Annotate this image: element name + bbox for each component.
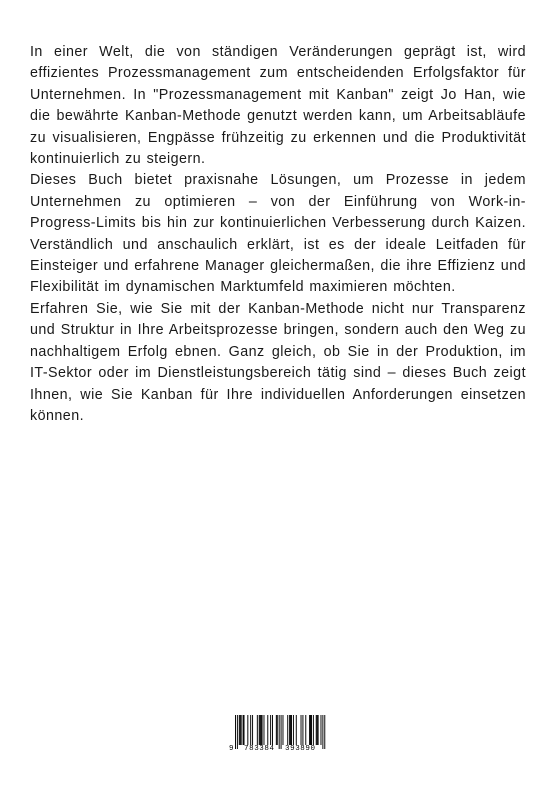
barcode-bar	[261, 715, 262, 745]
barcode-bar	[296, 715, 297, 745]
barcode-bar	[252, 715, 253, 745]
barcode-bar	[270, 715, 271, 745]
blurb-paragraph-2: Dieses Buch bietet praxisnahe Lösungen, um Prozesse in jedem Unternehmen zu optimieren – von der Einführung von Work-in-Progress-Limits bis hin zur kontinuierlichen Verbesserung durch Kaizen. Verständlich und anschaulich erklärt, ist es der ideale Leitfaden für Einsteiger und erfahrene Manager gleichermaßen, die ihre Effizienz und Flexibilität im dynamischen Marktumfeld maximieren möchten.	[30, 172, 526, 296]
barcode-bar	[240, 715, 241, 745]
barcode-left-group: 783384	[244, 745, 275, 753]
barcode-bar	[267, 715, 268, 745]
barcode-bar	[324, 715, 325, 749]
barcode-bar	[283, 715, 284, 745]
barcode-bar	[316, 715, 317, 745]
barcode-bar	[250, 715, 251, 745]
barcode-bar	[257, 715, 258, 745]
barcode-bar	[237, 715, 238, 749]
barcode-bar	[321, 715, 322, 745]
barcode-bar	[291, 715, 292, 745]
barcode-bar	[279, 715, 280, 749]
barcode-bar	[318, 715, 319, 745]
barcode-bar	[259, 715, 260, 745]
barcode-bar	[277, 715, 278, 745]
barcode-bar	[287, 715, 288, 745]
isbn-barcode	[229, 713, 331, 759]
barcode-first-digit: 9	[229, 745, 235, 753]
barcode-bar	[239, 715, 240, 745]
barcode-bar	[301, 715, 302, 745]
barcode-bar	[262, 715, 263, 745]
barcode-bar	[317, 715, 318, 745]
barcode-bar	[260, 715, 261, 745]
barcode-bar	[264, 715, 265, 745]
barcode-bar	[241, 715, 242, 745]
barcode-bar	[289, 715, 290, 745]
barcode-bar	[244, 715, 245, 745]
barcode-bar	[290, 715, 291, 745]
barcode-bar	[281, 715, 282, 749]
barcode-bar	[305, 715, 306, 745]
barcode-right-group: 393890	[285, 745, 316, 753]
barcode-bar	[310, 715, 311, 745]
blurb-paragraph-3: Erfahren Sie, wie Sie mit der Kanban-Methode nicht nur Transparenz und Struktur in Ihre Arbeitsprozesse bringen, sondern auch den Weg zu nachhaltigem Erfolg ebnen. Ganz gleich, ob Sie in der Produktion, im IT-Sektor oder im Dienstleistungsbereich tätig sind – dieses Buch zeigt Ihnen, wie Sie Kanban für Ihre individuellen Anforderungen einsetzen können.	[30, 300, 526, 424]
barcode-bar	[311, 715, 312, 745]
barcode-bar	[293, 715, 294, 745]
barcode-bar	[243, 715, 244, 745]
barcode-bar	[309, 715, 310, 745]
barcode-bar	[302, 715, 303, 745]
barcode-bar	[272, 715, 273, 745]
blurb-paragraph-1: In einer Welt, die von ständigen Veränderungen geprägt ist, wird effizientes Prozessmanagement zum entscheidenden Erfolgsfaktor für Unternehmen. In "Prozessmanagement mit Kanban" zeigt Jo Han, wie die bewährte Kanban-Methode genutzt werden kann, um Arbeitsabläufe zu visualisieren, Engpässe frühzeitig zu erkennen und die Produktivität kontinuierlich zu steigern.	[30, 44, 526, 168]
barcode-bar	[276, 715, 277, 745]
barcode-bar	[247, 715, 248, 745]
blurb-text-block	[30, 42, 526, 427]
barcode-bar	[235, 715, 236, 749]
barcode-bar	[322, 715, 323, 749]
barcode-bar	[313, 715, 314, 745]
